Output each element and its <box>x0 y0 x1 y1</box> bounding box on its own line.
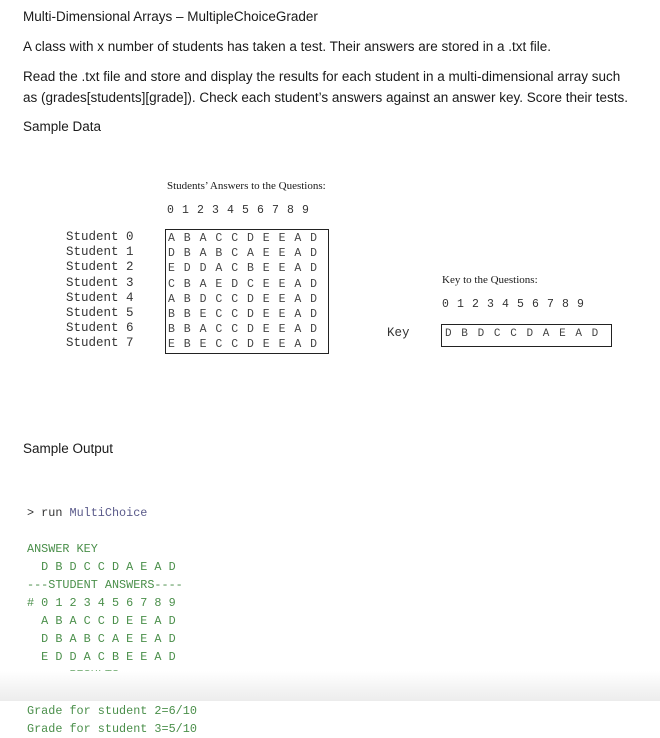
answer-cell: D <box>246 338 254 352</box>
key-question-indices <box>442 298 592 311</box>
answer-cell: E <box>278 277 286 291</box>
answer-cell: D <box>310 323 318 337</box>
answer-cell: E <box>262 232 270 245</box>
student-label: Student 6 <box>66 321 134 336</box>
description-line-1: Read the .txt file and store and display the results for each student in a multi-dimensional array such <box>23 69 621 84</box>
answer-cell: D <box>199 262 207 276</box>
answer-cell: C <box>231 292 239 306</box>
answer-cell: C <box>231 262 239 276</box>
key-answer: D <box>591 328 599 340</box>
answer-cell: A <box>168 232 175 245</box>
answer-cell: D <box>310 292 318 306</box>
answer-cell: E <box>278 262 286 276</box>
answer-cell: B <box>168 307 175 321</box>
page-bottom-shadow <box>0 671 660 701</box>
answer-cell: A <box>294 277 302 291</box>
answer-cell: D <box>183 262 191 276</box>
student-label: Student 1 <box>66 245 134 260</box>
answer-cell: A <box>168 292 175 306</box>
student-answer-row <box>168 292 328 307</box>
key-answer: B <box>461 328 468 340</box>
question-index: 6 <box>532 298 539 311</box>
answer-cell: E <box>278 232 286 245</box>
question-index: 8 <box>287 204 294 217</box>
answer-cell: A <box>199 247 207 261</box>
key-caption: Key to the Questions: <box>442 274 538 286</box>
answer-cell: D <box>246 232 254 245</box>
answer-cell: C <box>168 277 175 291</box>
answer-cell: D <box>231 277 239 291</box>
answer-cell: E <box>199 307 207 321</box>
answer-cell: B <box>168 323 175 337</box>
question-index: 1 <box>182 204 189 217</box>
answer-cell: E <box>262 262 270 276</box>
description-line-2: as (grades[students][grade]). Check each student’s answers against an answer key. Score their tests. <box>23 90 629 105</box>
question-index: 3 <box>487 298 494 311</box>
answer-cell: A <box>294 292 302 306</box>
answer-cell: C <box>246 277 254 291</box>
answer-cell: E <box>262 292 270 306</box>
sample-data-heading: Sample Data <box>23 119 102 134</box>
answer-cell: C <box>231 232 239 245</box>
key-answer: D <box>477 328 485 340</box>
answer-cell: D <box>310 232 318 245</box>
answer-cell: E <box>168 262 175 276</box>
student-label: Student 7 <box>66 336 134 351</box>
student-answer-row <box>168 337 328 352</box>
intro-paragraph: A class with x number of students has taken a test. Their answers are stored in a .txt file. <box>23 39 552 54</box>
student-answer-row <box>168 246 328 261</box>
answer-cell: B <box>183 338 191 352</box>
answer-cell: A <box>294 262 302 276</box>
student-answer-row <box>168 231 328 246</box>
answer-cell: D <box>246 292 254 306</box>
student-answer-row <box>168 307 328 322</box>
student-labels <box>66 230 134 352</box>
answer-cell: A <box>199 232 207 245</box>
key-answer: A <box>542 328 550 340</box>
student-label: Student 0 <box>66 230 134 244</box>
question-index: 6 <box>257 204 264 217</box>
answer-cell: E <box>278 307 286 321</box>
answer-cell: A <box>294 323 302 337</box>
answers-table <box>165 229 329 354</box>
answer-cell: B <box>183 307 191 321</box>
question-index: 9 <box>577 298 584 311</box>
answer-cell: E <box>262 247 270 261</box>
key-answer: A <box>575 328 582 340</box>
answer-cell: C <box>215 292 223 306</box>
question-index: 7 <box>547 298 554 311</box>
key-answer: E <box>559 328 566 340</box>
answer-cell: B <box>183 277 191 291</box>
answers-question-indices <box>167 204 317 217</box>
answer-cell: B <box>183 247 191 261</box>
answer-cell: D <box>310 277 318 291</box>
description-paragraph <box>23 66 628 108</box>
answer-cell: E <box>278 247 286 261</box>
answer-cell: D <box>168 247 175 261</box>
answer-cell: A <box>199 277 207 291</box>
console-line: A B A C C D E E A D <box>27 614 176 628</box>
student-label: Student 2 <box>66 260 134 275</box>
answer-key-box <box>441 324 612 347</box>
answer-cell: B <box>183 232 191 245</box>
student-answer-row <box>168 322 328 337</box>
question-index: 1 <box>457 298 464 311</box>
answer-cell: C <box>215 323 223 337</box>
answer-cell: E <box>215 277 223 291</box>
question-index: 4 <box>227 204 234 217</box>
question-index: 5 <box>242 204 249 217</box>
answer-cell: C <box>215 307 223 321</box>
document-title: Multi-Dimensional Arrays – MultipleChoiceGrader <box>23 9 318 24</box>
answer-cell: D <box>246 323 254 337</box>
answer-cell: E <box>278 292 286 306</box>
answer-cell: D <box>199 292 207 306</box>
console-line: ANSWER KEY <box>27 542 98 556</box>
question-index: 4 <box>502 298 509 311</box>
answer-cell: E <box>262 338 270 352</box>
answer-cell: A <box>294 338 302 352</box>
console-line: # 0 1 2 3 4 5 6 7 8 9 <box>27 596 176 610</box>
question-index: 8 <box>562 298 569 311</box>
answer-cell: A <box>294 247 302 261</box>
answer-cell: C <box>231 247 239 261</box>
console-prompt: > run <box>27 506 70 520</box>
answer-cell: D <box>310 307 318 321</box>
question-index: 2 <box>197 204 204 217</box>
answer-cell: C <box>215 338 223 352</box>
console-line: Grade for student 3=5/10 <box>27 722 197 736</box>
console-line: ---STUDENT ANSWERS---- <box>27 578 183 592</box>
question-index: 0 <box>167 204 174 217</box>
question-index: 5 <box>517 298 524 311</box>
answer-cell: B <box>246 262 254 276</box>
answer-cell: A <box>215 262 223 276</box>
answer-cell: D <box>246 307 254 321</box>
question-index: 0 <box>442 298 449 311</box>
question-index: 2 <box>472 298 479 311</box>
answer-cell: E <box>262 277 270 291</box>
answer-cell: C <box>231 307 239 321</box>
answer-cell: B <box>183 323 191 337</box>
answer-cell: D <box>310 338 318 352</box>
answer-cell: C <box>231 338 239 352</box>
answer-cell: A <box>294 307 302 321</box>
answer-cell: E <box>168 338 175 352</box>
console-line: D B D C C D A E A D <box>27 560 176 574</box>
question-index: 3 <box>212 204 219 217</box>
question-index: 9 <box>302 204 309 217</box>
console-line: Grade for student 2=6/10 <box>27 704 197 718</box>
answer-cell: A <box>294 232 302 245</box>
sample-output-heading: Sample Output <box>23 441 114 456</box>
student-answer-row <box>168 261 328 276</box>
key-answer: D <box>445 328 452 340</box>
answer-cell: A <box>246 247 254 261</box>
answers-caption: Students’ Answers to the Questions: <box>167 180 326 192</box>
answer-cell: E <box>262 323 270 337</box>
answer-cell: A <box>199 323 207 337</box>
key-answer: C <box>493 328 501 340</box>
key-label: Key <box>387 326 410 340</box>
answer-cell: B <box>215 247 223 261</box>
answer-cell: D <box>310 247 318 261</box>
console-line: D B A B C A E E A D <box>27 632 176 646</box>
answer-cell: C <box>215 232 223 245</box>
student-label: Student 3 <box>66 275 134 290</box>
console-command <box>27 504 197 522</box>
answer-cell: E <box>278 338 286 352</box>
student-label: Student 4 <box>66 290 134 305</box>
question-index: 7 <box>272 204 279 217</box>
answer-cell: E <box>199 338 207 352</box>
answer-cell: E <box>278 323 286 337</box>
console-line: E D D A C B E E A D <box>27 650 176 664</box>
answer-cell: E <box>262 307 270 321</box>
console-program-name: MultiChoice <box>69 506 148 520</box>
answer-cell: D <box>310 262 318 276</box>
student-answer-row <box>168 277 328 292</box>
student-label: Student 5 <box>66 305 134 320</box>
key-answer: C <box>510 328 517 340</box>
answer-cell: B <box>183 292 191 306</box>
key-answer: D <box>526 328 534 340</box>
answer-cell: C <box>231 323 239 337</box>
